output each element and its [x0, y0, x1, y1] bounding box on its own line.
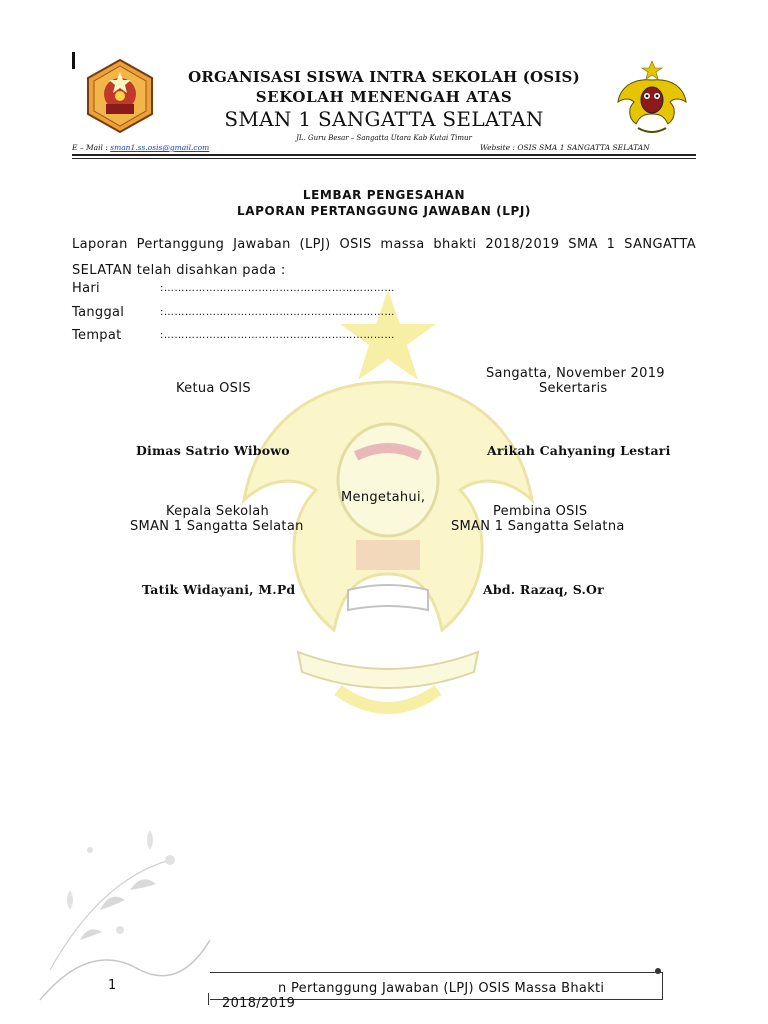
- header-rule-thin: [72, 158, 696, 159]
- field-value-tempat: :…………………………………………………………: [160, 330, 395, 341]
- field-value-tanggal: :…………………………………………………………: [160, 307, 395, 318]
- website-text: Website : OSIS SMA 1 SANGATTA SELATAN: [480, 143, 650, 152]
- kepsek-title: Kepala Sekolah: [166, 504, 270, 519]
- pembina-title: Pembina OSIS: [493, 504, 588, 519]
- pembina-school: SMAN 1 Sangatta Selatna: [451, 519, 625, 534]
- ketua-name: Dimas Satrio Wibowo: [136, 443, 290, 458]
- footer-text-line1: n Pertanggung Jawaban (LPJ) OSIS Massa Bhakti: [278, 981, 605, 996]
- document-title: LEMBAR PENGESAHAN: [302, 188, 466, 202]
- footer-tick: [208, 993, 209, 1005]
- mengetahui-label: Mengetahui,: [341, 490, 426, 505]
- header-rule-thick: [72, 154, 696, 156]
- page-number: 1: [108, 978, 117, 993]
- document-subtitle: LAPORAN PERTANGGUNG JAWABAN (LPJ): [237, 204, 531, 218]
- pembina-name: Abd. Razaq, S.Or: [483, 582, 604, 597]
- sekretaris-name: Arikah Cahyaning Lestari: [487, 443, 671, 458]
- kepsek-name: Tatik Widayani, M.Pd: [142, 582, 296, 597]
- field-value-hari: :…………………………………………………………: [160, 283, 395, 294]
- field-label-tempat: Tempat: [72, 328, 122, 343]
- email-link[interactable]: sman1.ss.osis@gmail.com: [110, 143, 210, 152]
- footer-dot: [655, 968, 661, 974]
- place-date: Sangatta, November 2019: [486, 366, 665, 381]
- school-name: SMAN 1 SANGATTA SELATAN: [224, 107, 544, 131]
- org-name-line2: SEKOLAH MENENGAH ATAS: [255, 88, 513, 106]
- floral-ornament-icon: [30, 820, 220, 1010]
- ketua-title: Ketua OSIS: [176, 381, 251, 396]
- field-label-tanggal: Tanggal: [72, 305, 125, 320]
- org-name-line1: ORGANISASI SISWA INTRA SEKOLAH (OSIS): [188, 68, 580, 86]
- school-address: JL. Guru Besar – Sangatta Utara Kab Kutai Timur: [296, 134, 472, 142]
- field-label-hari: Hari: [72, 281, 100, 296]
- corner-mark: [72, 52, 75, 69]
- email-label: E – Mail :: [72, 143, 108, 152]
- kepsek-school: SMAN 1 Sangatta Selatan: [130, 519, 304, 534]
- body-paragraph: Laporan Pertanggung Jawaban (LPJ) OSIS massa bhakti 2018/2019 SMA 1 SANGATTA SELATAN telah disahkan pada :: [72, 237, 696, 278]
- footer-text-line2: 2018/2019: [222, 996, 296, 1011]
- sekretaris-title: Sekertaris: [539, 381, 608, 396]
- email-row: [72, 143, 209, 152]
